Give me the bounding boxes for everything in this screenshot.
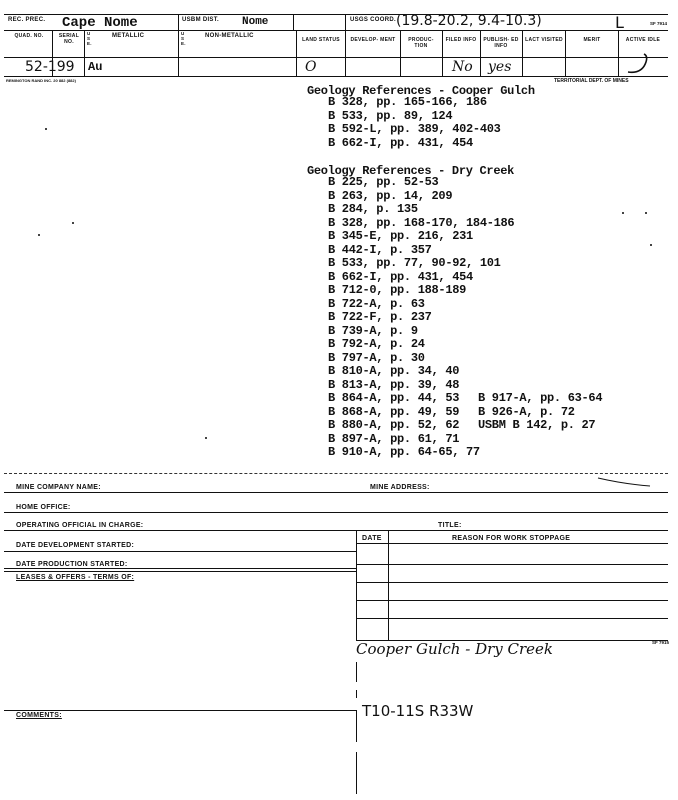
metallic-value: Au xyxy=(88,60,103,74)
quad-serial-value: 52-199 xyxy=(25,59,75,75)
metallic-label: METALLIC xyxy=(112,33,145,39)
land-status-value: O xyxy=(305,59,317,75)
use-codes-nonmetallic: U S E. xyxy=(181,31,186,46)
reference-item: B 813-A, pp. 39, 48 xyxy=(328,377,460,392)
corner-mark: L xyxy=(615,13,624,32)
reference-item: B 810-A, pp. 34, 40 xyxy=(328,364,460,378)
mine-company-label: MINE COMPANY NAME: xyxy=(16,484,101,491)
reference-item: B 328, pp. 168-170, 184-186 xyxy=(328,215,515,230)
reference-item: B 880-A, pp. 52, 62 xyxy=(328,418,460,432)
reference-item: B 917-A, pp. 63-64 xyxy=(478,391,603,405)
cooper-references-title: Geology References - Cooper Gulch xyxy=(307,84,535,98)
reference-item: B 345-E, pp. 216, 231 xyxy=(328,229,473,243)
use-codes-metallic: U S E. xyxy=(87,31,92,46)
handwritten-mine-name: Cooper Gulch - Dry Creek xyxy=(356,640,553,658)
operating-official-label: OPERATING OFFICIAL IN CHARGE: xyxy=(16,522,144,529)
reference-item: B 722-A, p. 63 xyxy=(328,296,425,311)
reference-item: B 328, pp. 165-166, 186 xyxy=(328,95,487,109)
quad-label: QUAD. NO. xyxy=(14,33,44,39)
reference-item: B 722-F, p. 237 xyxy=(328,310,432,324)
usgs-coord-label: USGS COORD. xyxy=(350,17,396,23)
scan-speck xyxy=(650,244,652,246)
scan-speck xyxy=(645,212,647,214)
reference-item: B 225, pp. 52-53 xyxy=(328,175,439,189)
form-code-top: SF 7914 xyxy=(650,21,668,26)
reference-item: B 442-I, p. 357 xyxy=(328,242,432,257)
dry-creek-references-list-right xyxy=(478,392,602,433)
reference-item: B 864-A, pp. 44, 53 xyxy=(328,391,460,405)
scan-speck xyxy=(45,128,47,130)
reference-item: B 712-0, pp. 188-189 xyxy=(328,283,467,297)
reference-item: USBM B 142, p. 27 xyxy=(478,418,596,432)
reference-item: B 910-A, pp. 64-65, 77 xyxy=(328,445,480,459)
form-code-mid: SF 7915 xyxy=(652,640,670,645)
reference-item: B 739-A, p. 9 xyxy=(328,323,418,338)
development-label: DEVELOP- MENT xyxy=(350,37,396,43)
serial-label: SERIAL NO. xyxy=(58,33,80,45)
merit-label: MERIT xyxy=(583,37,601,43)
reference-item: B 533, pp. 77, 90-92, 101 xyxy=(328,256,501,270)
cooper-references-list xyxy=(328,96,501,150)
dry-creek-references-title: Geology References - Dry Creek xyxy=(307,164,515,178)
usgs-coord-value: (19.8-20.2, 9.4-10.3) xyxy=(396,13,542,29)
usbm-dist-label: USBM DIST. xyxy=(182,17,220,23)
territorial-label: TERRITORIAL DEPT. OF MINES xyxy=(554,78,629,84)
reference-item: B 926-A, p. 72 xyxy=(478,404,575,419)
reference-item: B 662-I, pp. 431, 454 xyxy=(328,269,473,284)
last-visited-label: LACT VISITED xyxy=(525,37,563,43)
filed-info-label: FILED INFO xyxy=(445,37,477,43)
reference-item: B 263, pp. 14, 209 xyxy=(328,188,453,203)
mine-address-label: MINE ADDRESS: xyxy=(370,484,430,491)
mine-address-pen-stroke xyxy=(596,474,652,488)
reference-item: B 797-A, p. 30 xyxy=(328,350,425,365)
rec-prec-value: Cape Nome xyxy=(62,15,138,31)
comments-label: COMMENTS: xyxy=(16,712,62,719)
date-development-label: DATE DEVELOPMENT STARTED: xyxy=(16,542,135,549)
filed-info-value: No xyxy=(452,59,473,75)
production-label: PRODUC- TION xyxy=(408,37,434,49)
scan-speck xyxy=(72,222,74,224)
scan-speck xyxy=(622,212,624,214)
reference-item: B 662-I, pp. 431, 454 xyxy=(328,135,473,150)
reference-item: B 868-A, pp. 49, 59 xyxy=(328,404,460,419)
published-info-value: yes xyxy=(488,59,512,75)
reference-item: B 592-L, pp. 389, 402-403 xyxy=(328,122,501,136)
rec-prec-label: REC. PREC. xyxy=(8,17,46,23)
reference-item: B 792-A, p. 24 xyxy=(328,337,425,351)
tear-line xyxy=(4,473,668,474)
date-production-label: DATE PRODUCTION STARTED: xyxy=(16,561,128,568)
home-office-label: HOME OFFICE: xyxy=(16,504,71,511)
date-column-label: DATE xyxy=(362,535,382,542)
active-idle-label: ACTIVE IDLE xyxy=(625,37,661,43)
scan-speck xyxy=(205,437,207,439)
printer-line: REMINGTON RAND INC. 20 882 (882) xyxy=(6,78,76,83)
reason-column-label: REASON FOR WORK STOPPAGE xyxy=(452,535,571,542)
published-info-label: PUBLISH- ED INFO xyxy=(483,37,519,49)
scan-speck xyxy=(38,234,40,236)
nonmetallic-label: NON-METALLIC xyxy=(205,33,254,39)
land-status-label: LAND STATUS xyxy=(302,37,340,43)
leases-label: LEASES & OFFERS - TERMS OF: xyxy=(16,574,135,581)
title-label: TITLE: xyxy=(438,522,462,529)
reference-item: B 533, pp. 89, 124 xyxy=(328,108,453,123)
active-check-mark xyxy=(622,52,652,78)
handwritten-location: T10-11S R33W xyxy=(362,702,474,720)
usbm-dist-value: Nome xyxy=(242,16,269,28)
reference-item: B 897-A, pp. 61, 71 xyxy=(328,431,460,446)
reference-item: B 284, p. 135 xyxy=(328,202,418,216)
